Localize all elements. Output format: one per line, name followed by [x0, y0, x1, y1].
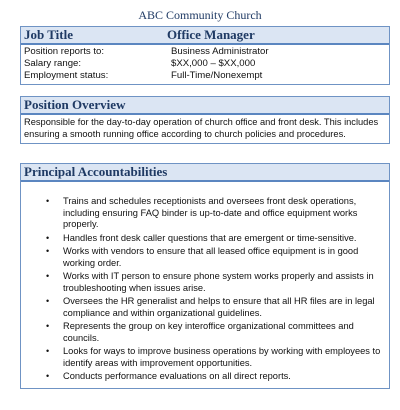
detail-row-reports-to: [21, 46, 389, 58]
list-item: • Conducts performance evaluations on all direct reports.: [46, 371, 291, 381]
list-item: • Handles front desk caller questions that are emergent or time-sensitive.: [46, 232, 357, 243]
position-overview-section: [20, 96, 390, 144]
job-title-value: Office Manager: [167, 27, 255, 42]
bullet-icon: •: [46, 371, 50, 381]
bullet-icon: •: [46, 321, 50, 331]
list-item: • Works with IT person to ensure phone system works properly and assists in troubleshooting when issues arise.: [46, 271, 374, 293]
principal-accountabilities-heading: Principal Accountabilities: [21, 164, 389, 182]
detail-value: Full-Time/Nonexempt: [171, 70, 263, 81]
list-item: • Looks for ways to improve business operations by working with employees to identify areas with improvement opportunities.: [46, 346, 381, 368]
position-overview-text: Responsible for the day-to-day operation of church office and front desk. This includes ensuring a smooth running office according to church policies and procedures.: [24, 117, 379, 139]
job-title-label: Job Title: [24, 27, 74, 42]
bullet-icon: •: [46, 346, 50, 356]
list-item: • Oversees the HR generalist and helps to ensure that all HR files are in legal compliance and within organizational guidelines.: [46, 296, 375, 318]
job-title-header: [21, 27, 389, 45]
detail-value: Business Administrator: [171, 46, 269, 57]
detail-row-status: [21, 70, 389, 82]
bullet-icon: •: [46, 271, 50, 281]
job-info-section: [20, 26, 390, 85]
bullet-icon: •: [46, 246, 50, 256]
job-details: [21, 45, 389, 84]
detail-key: Position reports to:: [24, 46, 104, 57]
detail-key: Salary range:: [24, 58, 82, 69]
bullet-icon: •: [46, 296, 50, 306]
detail-value: $XX,000 – $XX,000: [171, 58, 256, 69]
list-item: • Represents the group on key interoffice organizational committees and councils.: [46, 321, 354, 343]
principal-accountabilities-section: [20, 163, 390, 389]
position-overview-heading: Position Overview: [21, 97, 389, 115]
bullet-icon: •: [46, 232, 50, 243]
detail-key: Employment status:: [24, 70, 109, 81]
bullet-icon: •: [46, 196, 50, 206]
detail-row-salary: [21, 58, 389, 70]
list-item: • Works with vendors to ensure that all leased office equipment is in good working order.: [46, 246, 359, 268]
accountabilities-list: [21, 196, 389, 383]
list-item: • Trains and schedules receptionists and oversees front desk operations, including ensuring FAQ binder is up-to-date and office equipment works properly.: [46, 196, 358, 230]
organization-name: ABC Community Church: [138, 8, 262, 22]
